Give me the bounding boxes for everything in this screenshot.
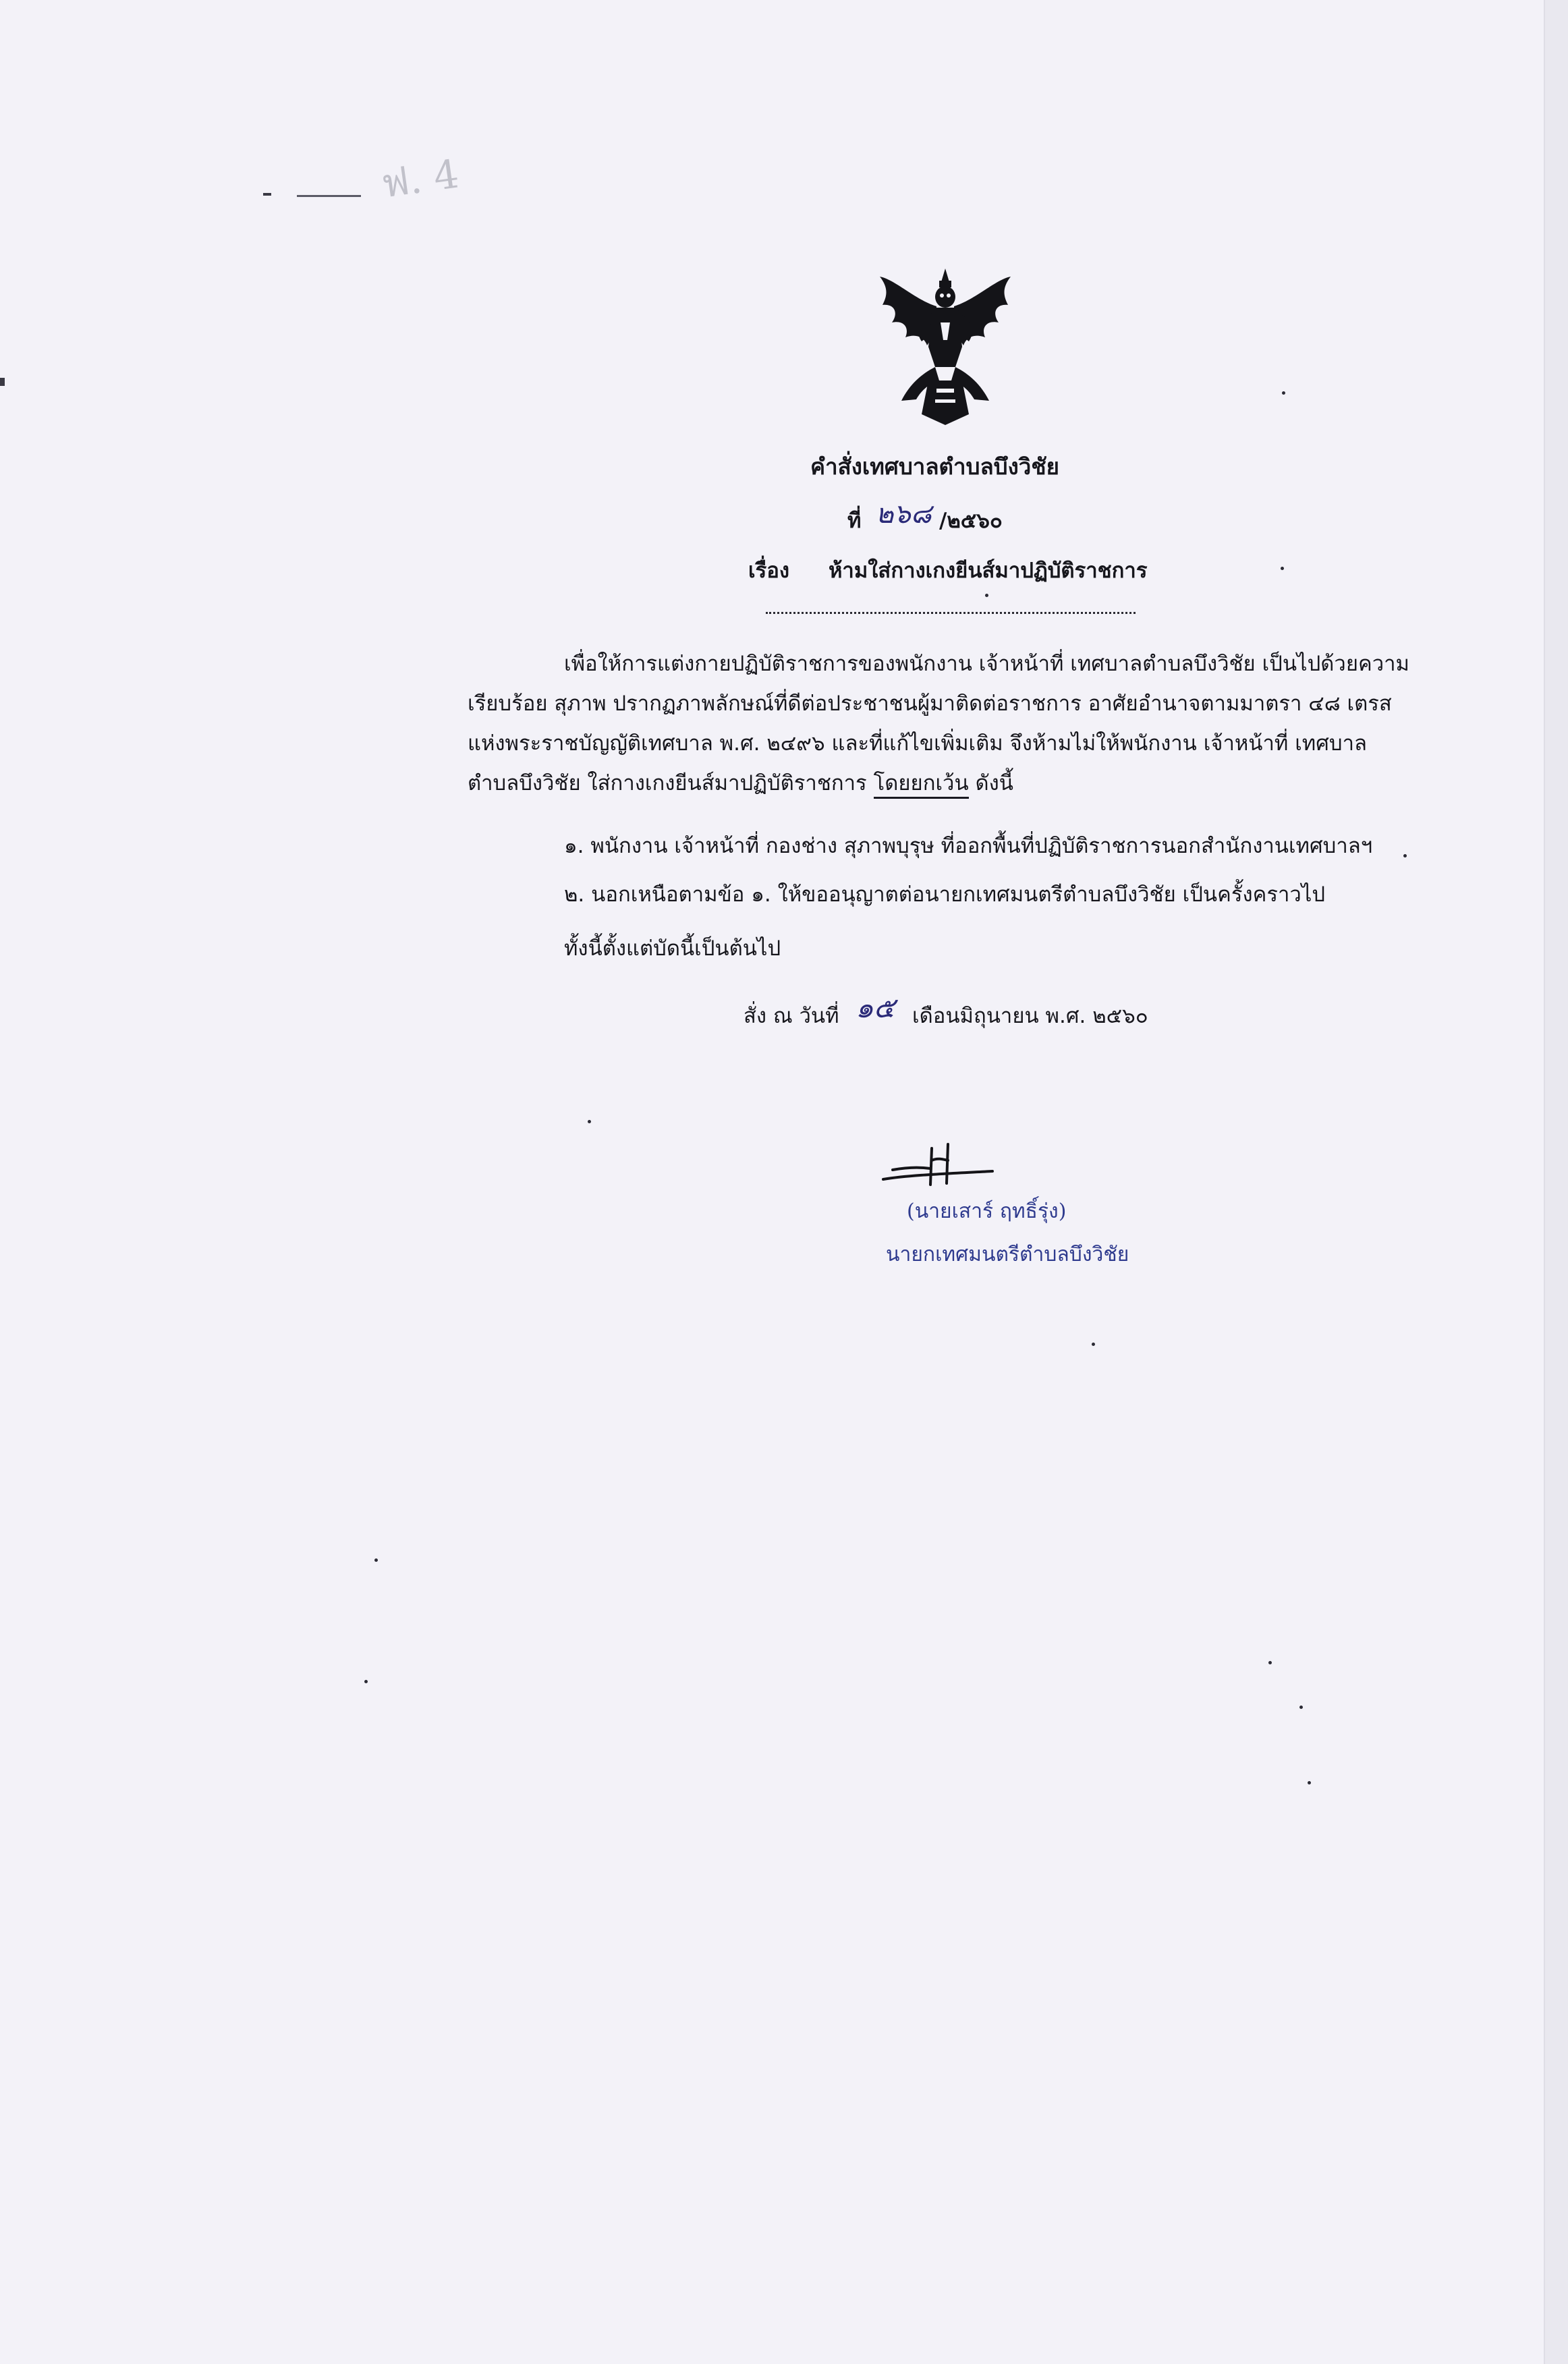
signer-position: นายกเทศมนตรีตำบลบึงวิชัย xyxy=(886,1243,1129,1266)
list-item-1: ๑. พนักงาน เจ้าหน้าที่ กองช่าง สุภาพบุรุษ ที่ออกพื้นที่ปฏิบัติราชการนอกสำนักงานเทศบาลฯ xyxy=(564,834,1373,858)
scan-speck xyxy=(364,1680,368,1683)
scan-speck xyxy=(1403,854,1407,857)
subject-label: เรื่อง xyxy=(748,559,790,583)
body-line-4 xyxy=(468,770,1013,797)
body-line-4-end: ดังนี้ xyxy=(975,771,1013,795)
scan-mark xyxy=(297,195,361,197)
date-day-handwritten: ๑๕ xyxy=(856,991,895,1024)
order-number-prefix: ที่ xyxy=(847,509,862,533)
body-line-2: เรียบร้อย สุภาพ ปรากฏภาพลักษณ์ที่ดีต่อประชาชนผู้มาติดต่อราชการ อาศัยอำนาจตามมาตรา ๔๘ เตรส xyxy=(468,692,1392,716)
scan-speck xyxy=(985,594,988,597)
signer-name: (นายเสาร์ ฤทธิ์รุ่ง) xyxy=(907,1200,1067,1223)
scan-speck xyxy=(1308,1781,1311,1784)
scan-speck xyxy=(1268,1661,1272,1664)
list-item-2: ๒. นอกเหนือตามข้อ ๑. ให้ขออนุญาตต่อนายกเทศมนตรีตำบลบึงวิชัย เป็นครั้งคราวไป xyxy=(564,882,1326,907)
scan-mark xyxy=(263,193,271,196)
scan-edge xyxy=(1544,0,1568,2364)
pencil-note: ฟ. 4 xyxy=(378,150,462,207)
scan-speck xyxy=(374,1558,378,1562)
order-number-suffix: /๒๕๖๐ xyxy=(939,509,1003,533)
body-line-3: แห่งพระราชบัญญัติเทศบาล พ.ศ. ๒๔๙๖ และที่แก้ไขเพิ่มเติม จึงห้ามไม่ให้พนักงาน เจ้าหน้าที่ เทศบาล xyxy=(468,731,1367,756)
handwritten-signature xyxy=(880,1140,995,1194)
body-line-4-start: ตำบลบึงวิชัย ใส่กางเกงยีนส์มาปฏิบัติราชการ xyxy=(468,771,867,795)
exception-underlined: โดยยกเว้น xyxy=(874,771,969,799)
date-month-year: เดือนมิถุนายน พ.ศ. ๒๕๖๐ xyxy=(912,1004,1148,1028)
scan-speck xyxy=(1092,1343,1095,1346)
scan-speck xyxy=(588,1120,591,1123)
date-prefix: สั่ง ณ วันที่ xyxy=(744,1004,839,1028)
garuda-emblem-icon xyxy=(874,266,1016,428)
order-title: คำสั่งเทศบาลตำบลบึงวิชัย xyxy=(810,453,1059,480)
body-line-1: เพื่อให้การแต่งกายปฏิบัติราชการของพนักงาน เจ้าหน้าที่ เทศบาลตำบลบึงวิชัย เป็นไปด้วยความ xyxy=(564,652,1409,676)
scan-mark xyxy=(0,378,5,386)
subject-text: ห้ามใส่กางเกงยีนส์มาปฏิบัติราชการ xyxy=(829,559,1148,583)
separator-dotted-line xyxy=(766,612,1136,614)
effective-statement: ทั้งนี้ตั้งแต่บัดนี้เป็นต้นไป xyxy=(564,936,781,961)
scan-speck xyxy=(1299,1706,1303,1709)
scan-speck xyxy=(1282,391,1285,395)
order-number-handwritten: ๒๖๘ xyxy=(876,499,932,530)
scan-speck xyxy=(1281,567,1284,570)
